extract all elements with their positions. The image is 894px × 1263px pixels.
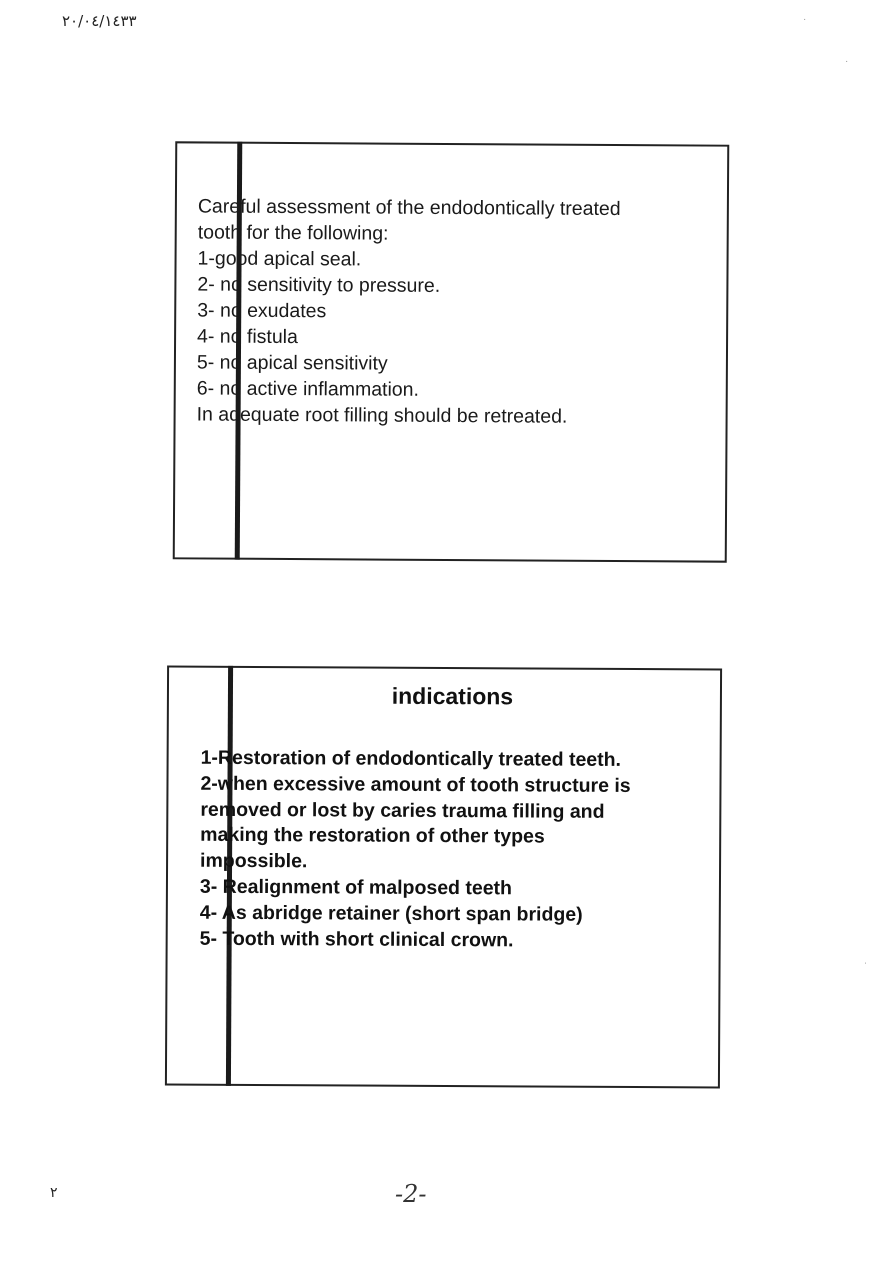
scan-speck: · (803, 14, 807, 25)
slide-1-line: 5- no apical sensitivity (196, 351, 388, 375)
indication-item: removed or lost by caries trauma filling and (200, 798, 605, 823)
slide-1-line: 3- no exudates (197, 299, 327, 323)
indication-item: 5- Tooth with short clinical crown. (199, 927, 514, 951)
indication-item: impossible. (200, 849, 308, 873)
slide-1-line: In adequate root filling should be retreated. (196, 403, 568, 428)
indication-item: 1-Restoration of endodontically treated teeth. (200, 746, 622, 771)
page-number-handwritten: -2- (395, 1180, 427, 1208)
scan-speck: ˈ (864, 962, 868, 973)
slide-1-line: tooth for the following: (197, 221, 389, 245)
slide-1-line: Careful assessment of the endodontically treated (197, 195, 621, 221)
slide-1-line: 6- no active inflammation. (196, 377, 420, 401)
slide-1-line: 1-good apical seal. (197, 247, 362, 271)
slide-1-line: 4- no fistula (197, 325, 298, 349)
slide-2-title: indications (391, 682, 514, 710)
slide-2-text (200, 746, 711, 955)
indication-item: 3- Realignment of malposed teeth (199, 875, 513, 900)
slide-indications (165, 666, 722, 1089)
page-number-arabic: ٢ (50, 1185, 58, 1201)
slide-1-line: 2- no sensitivity to pressure. (197, 273, 441, 297)
page-date: ٢٠/٠٤/١٤٣٣ (62, 12, 137, 30)
indication-item: 2-when excessive amount of tooth structure is (200, 772, 631, 797)
slide-careful-assessment (173, 141, 730, 562)
indication-item: 4- As abridge retainer (short span bridge) (199, 901, 583, 926)
scan-speck: · (845, 56, 849, 67)
indication-item: making the restoration of other types (200, 824, 545, 848)
slide-1-text (197, 193, 698, 430)
